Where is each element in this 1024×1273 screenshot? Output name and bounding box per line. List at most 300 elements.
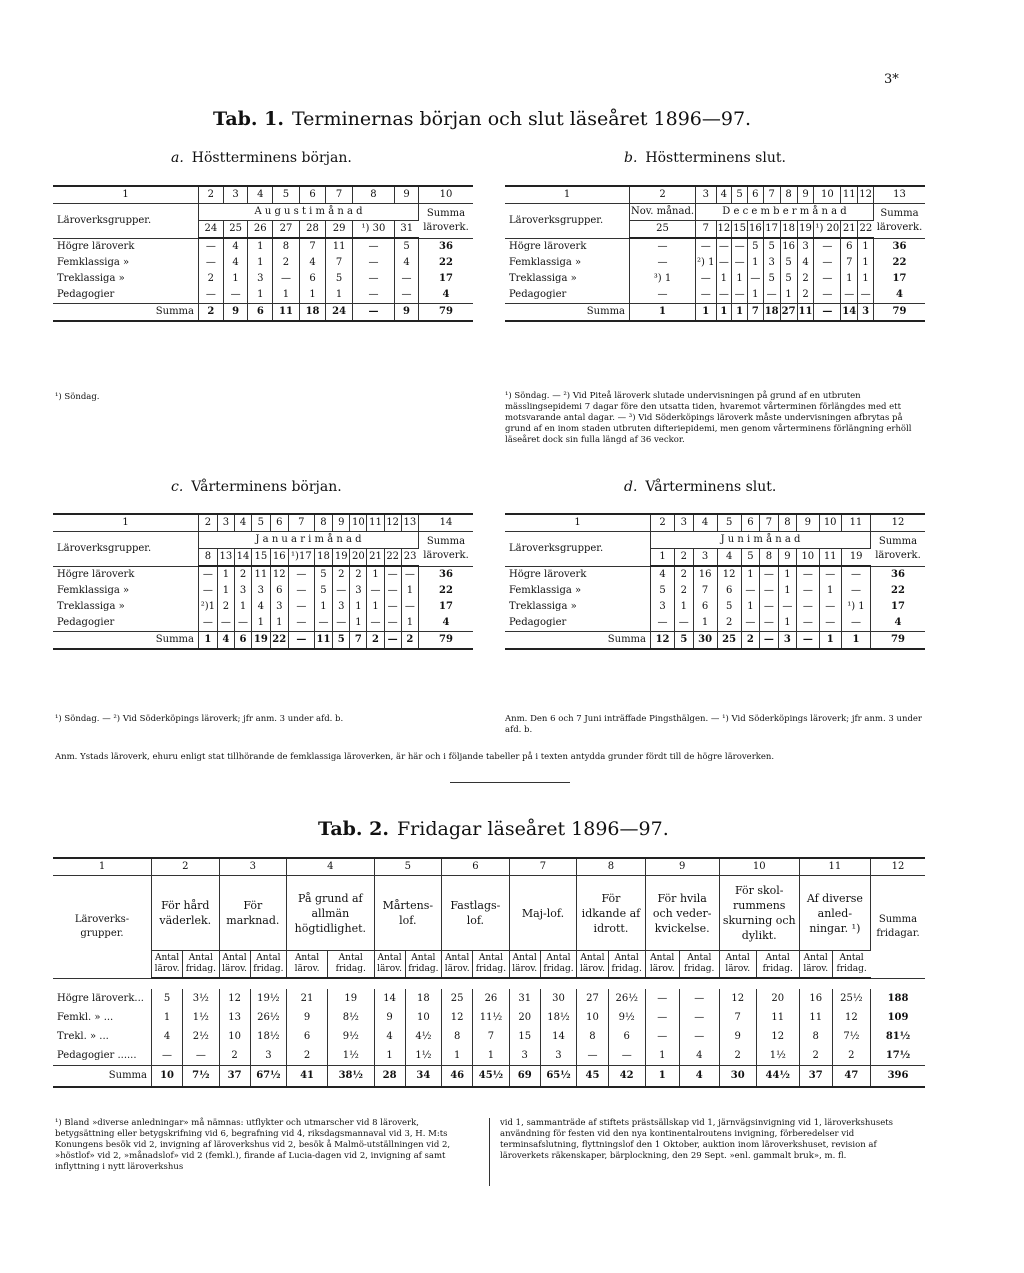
subheader-days: Antal fridag. [183,951,219,979]
row-sum: 4 [894,617,902,628]
subheader-days: Antal fridag. [832,951,870,979]
day-header: ¹) 30 [352,221,394,239]
total-cell: 41 [287,1066,328,1088]
total-cell: 7 [350,632,367,650]
column-number: 11 [799,858,870,876]
table-cell: — [778,599,796,615]
table-cell: 7 [841,255,858,271]
group-header: Läroverksgrupper. [505,204,630,239]
table-cell: 1 [716,271,732,287]
table-cell: 9½ [327,1027,374,1046]
table-cell: 1 [367,599,384,615]
total-cell: — [288,632,314,650]
table-cell: 1 [473,1046,509,1066]
total-cell: 18 [763,304,780,322]
row-label: Treklassiga » [53,599,199,615]
total-cell: 69 [509,1066,540,1088]
total-row [53,304,473,322]
table-cell: 1 [778,615,796,632]
row-label: Pedagogier [505,615,651,632]
row-label: Femkl. » ... [53,1008,152,1027]
day-header: 17 [763,221,780,239]
day-header: 7 [696,221,716,239]
table-cell: 25 [442,989,473,1008]
table-cell: — [395,271,419,287]
column-number: 8 [314,514,332,532]
table-cell: 1 [841,271,858,287]
table-cell: 4 [152,1027,183,1046]
total-cell: 10 [152,1066,183,1088]
group-header: Läroverksgrupper. [53,204,199,239]
category-header: För hvila och veder-kvickelse. [645,876,719,951]
day-header: 15 [732,221,748,239]
table-row [53,1027,925,1046]
total-cell: 27 [780,304,797,322]
total-cell: 11 [797,304,814,322]
day-header: 21 [367,549,384,567]
header-row [53,532,473,549]
row-sum: 22 [439,257,453,268]
table-cell: 4 [374,1027,405,1046]
column-number: 1 [53,858,152,876]
column-number: 6 [270,514,288,532]
subheader-days: Antal fridag. [250,951,286,979]
column-number: 12 [871,514,926,532]
section-c-title: c. Vårterminens början. [171,479,342,495]
column-number: 2 [152,858,220,876]
subheader-count: Antal lärov. [287,951,328,979]
table-cell: 1 [732,271,748,287]
row-sum: 109 [887,1011,909,1023]
table-cell: 30 [540,989,576,1008]
table-cell: — [333,583,350,599]
table-cell: 7 [693,583,717,599]
table-cell: — [199,255,224,271]
table-cell: — [183,1046,219,1066]
table-cell: — [288,615,314,632]
row-label: Femklassiga » [505,583,651,599]
row-label: Treklassiga » [505,599,651,615]
table-cell: — [288,583,314,599]
table-cell: 8½ [327,1008,374,1027]
day-header: 8 [199,549,218,567]
column-number: 2 [199,186,224,204]
row-label: Pedagogier [53,287,199,304]
table-cell: 11 [799,1008,832,1027]
table-cell: 5 [314,566,332,583]
footnote-b: ¹) Söndag. — ²) Vid Piteå läroverk slutade undervisningen på grund af en utbruten mässlingsepidemi 7 dagar före den utsatta tiden, hvaremot vårterminen förlängdes med ett motsvarande antal dagar. — ³) Vid Söderköpings läroverk måste undervisningen afbrytas på grund af en inom staden utbruten difteriepidemi, men genom vårterminens förlängning erhöll läseåret dock sin fulla längd af 36 veckor. [505,391,912,445]
table-cell: — [630,255,696,271]
table-cell: 5 [747,238,763,255]
table-cell: 19½ [250,989,286,1008]
table-cell: 10 [219,1027,250,1046]
table-cell: 4 [252,599,270,615]
column-number: 4 [248,186,273,204]
table-cell: 31 [509,989,540,1008]
column-number: 10 [819,514,841,532]
table-row [53,1008,925,1027]
total-cell: 37 [799,1066,832,1088]
table-cell: 12 [219,989,250,1008]
table-cell: 18½ [250,1027,286,1046]
table-cell: 20 [756,989,799,1008]
table-cell: 3½ [183,989,219,1008]
table-cell: — [841,566,870,583]
total-cell: 44½ [756,1066,799,1088]
table-cell: 3 [651,599,675,615]
row-label: Femklassiga » [53,583,199,599]
table-cell: 2 [217,599,234,615]
table-cell: — [760,583,778,599]
column-number: 12 [384,514,401,532]
table-cell: — [679,1027,719,1046]
table-cell: 1 [248,238,273,255]
total-row [505,304,925,322]
total-cell: — [814,304,841,322]
total-cell: 3 [858,304,874,322]
table-cell: — [841,615,870,632]
table-cell: 5 [763,238,780,255]
table-cell: 2 [234,566,251,583]
table-cell: — [797,615,819,632]
table-cell: — [199,583,218,599]
table-cell: 2 [675,583,693,599]
day-header: 25 [630,221,696,239]
column-number: 1 [53,514,199,532]
table-cell: — [841,583,870,599]
sum-header: Summa läroverk. [419,204,474,239]
subheader-count: Antal lärov. [374,951,405,979]
column-number: 10 [719,858,799,876]
total-cell: — [352,304,394,322]
column-number: 10 [419,186,474,204]
table-cell: 5 [314,583,332,599]
subheader-days: Antal fridag. [473,951,509,979]
column-number: 2 [199,514,218,532]
table-cell: — [814,238,841,255]
table-row [53,238,473,255]
column-number: 5 [252,514,270,532]
month-header: D e c e m b e r m å n a d [696,204,874,221]
footnote-tab2-left: ¹) Bland »diverse anledningar» må nämnas: utflykter och utmarscher vid 8 läroverk, betygsättning eller betygskrifning vid 6, begrafning vid 4, riksdagsmannaval vid 3, H. M:ts Konungens besök vid 2, invigning af läroverkshus vid 2, besök å Malmö-utställningen vid 2, »höstlof» vid 2, »månadslof» vid 2 (femkl.), firande af Lucia-dagen vid 2, invigning af samt inflyttning i nytt läroverkshus [55,1118,451,1172]
column-number: 3 [219,858,287,876]
table-cell: 26 [473,989,509,1008]
row-sum: 36 [439,568,453,580]
table-cell: 2 [717,615,741,632]
table-cell: — [288,566,314,583]
day-header: 22 [384,549,401,567]
table-cell: — [675,615,693,632]
table-cell: — [630,238,696,255]
column-number: 14 [419,514,474,532]
total-cell: 1 [696,304,716,322]
table-row [505,615,925,632]
footnote-c: ¹) Söndag. — ²) Vid Söderköpings läroverk; jfr anm. 3 under afd. b. [55,714,344,724]
table-cell: — [199,566,218,583]
total-cell: 1 [199,632,218,650]
subheader-count: Antal lärov. [719,951,756,979]
table-cell: — [732,238,748,255]
table-cell: 1 [270,615,288,632]
table-cell: 12 [442,1008,473,1027]
table-cell: 18½ [540,1008,576,1027]
table-cell: — [763,287,780,304]
table-cell: ²)1 [199,599,218,615]
subheader-count: Antal lärov. [442,951,473,979]
total-cell: — [384,632,401,650]
table-cell: — [645,989,679,1008]
column-number: 4 [716,186,732,204]
column-number-row [53,858,925,876]
group-header: Läroverks-grupper. [53,876,152,979]
row-sum: 188 [887,992,909,1004]
subheader-days: Antal fridag. [540,951,576,979]
column-number: 10 [350,514,367,532]
spacer-cell [53,978,925,989]
table-cell: 3 [763,255,780,271]
total-cell: 45½ [473,1066,509,1088]
column-number-row [505,514,925,532]
group-header: Läroverksgrupper. [505,532,651,567]
table-2 [53,857,925,1088]
table-cell: — [645,1027,679,1046]
row-sum: 36 [892,240,907,252]
table-cell: 4 [223,238,248,255]
table-cell: 8 [273,238,300,255]
table-cell: 7½ [832,1027,870,1046]
table-cell: 11 [252,566,270,583]
grand-total: 79 [419,304,474,322]
column-number: 2 [651,514,675,532]
table-cell: — [760,566,778,583]
table-cell: 5 [763,271,780,287]
category-header: På grund af allmän högtidlighet. [287,876,374,951]
divider [450,782,570,783]
day-header: 14 [234,549,251,567]
grand-total: 79 [419,632,474,650]
subheader-days: Antal fridag. [679,951,719,979]
total-cell: 1 [630,304,696,322]
table-cell: 6 [299,271,326,287]
table-cell: 2½ [183,1027,219,1046]
table-cell: 7 [719,1008,756,1027]
table-a [53,185,473,322]
table-cell: 1 [778,583,796,599]
column-number: 3 [696,186,716,204]
table-cell: — [858,287,874,304]
column-number: 6 [299,186,326,204]
column-number: 9 [797,186,814,204]
table-cell: — [819,615,841,632]
total-cell: 24 [326,304,353,322]
nov-header: Nov. månad. [630,204,696,221]
table-cell: — [797,599,819,615]
page-number: 3* [884,72,899,87]
table-row [53,287,473,304]
table-b [505,185,925,322]
row-label: Högre läroverk [53,566,199,583]
row-label: Pedagogier ...... [53,1046,152,1066]
category-header: Fastlags-lof. [442,876,510,951]
day-header: 10 [797,549,819,567]
day-header: 18 [780,221,797,239]
table-cell: 1 [350,615,367,632]
subheader-count: Antal lärov. [219,951,250,979]
table-cell: 1 [778,566,796,583]
column-number: 9 [395,186,419,204]
row-sum: 22 [892,257,907,268]
header-row [53,876,925,951]
table-cell: — [577,1046,608,1066]
table-cell: — [223,287,248,304]
table-cell: — [199,615,218,632]
day-header: 22 [858,221,874,239]
table-cell: 2 [675,566,693,583]
table-cell: 5 [152,989,183,1008]
total-cell: 9 [395,304,419,322]
table-cell: — [395,287,419,304]
column-number: 6 [442,858,510,876]
table-cell: 26½ [608,989,645,1008]
total-row [53,1066,925,1088]
total-cell: 28 [374,1066,405,1088]
footnote-a: ¹) Söndag. [55,392,100,402]
table-cell: 1½ [405,1046,441,1066]
table-cell: — [651,615,675,632]
month-header: J a n u a r i m å n a d [199,532,419,549]
total-cell: 22 [270,632,288,650]
table-cell: 3 [248,271,273,287]
total-cell: 1 [732,304,748,322]
total-cell: 7½ [183,1066,219,1088]
tab1-label: Tab. 1. [213,108,284,130]
category-header: Af diverse anled-ningar. ¹) [799,876,870,951]
day-header: ¹) 20 [814,221,841,239]
day-header: 9 [778,549,796,567]
table-cell: 7 [326,255,353,271]
header-row [505,532,925,549]
table-row [53,271,473,287]
table-cell: 1 [252,615,270,632]
table-cell: — [352,287,394,304]
table-cell: 2 [287,1046,328,1066]
column-number: 11 [841,514,870,532]
total-cell: 42 [608,1066,645,1088]
day-header: ¹)17 [288,549,314,567]
table-cell: — [819,566,841,583]
day-header: 28 [299,221,326,239]
table-cell: 6 [693,599,717,615]
column-number: 9 [333,514,350,532]
table-cell: 3 [333,599,350,615]
column-number: 6 [747,186,763,204]
row-label: Pedagogier [53,615,199,632]
day-header: 4 [717,549,741,567]
column-number: 10 [814,186,841,204]
column-number: 7 [288,514,314,532]
table-cell: 21 [287,989,328,1008]
column-number: 13 [401,514,418,532]
subheader-days: Antal fridag. [608,951,645,979]
total-cell: 9 [223,304,248,322]
table-cell: 1 [374,1046,405,1066]
row-sum: 17 [439,273,453,284]
day-header: 24 [199,221,224,239]
category-header: Maj-lof. [509,876,577,951]
table-cell: — [333,615,350,632]
table-cell: 1 [693,615,717,632]
table-cell: 1 [152,1008,183,1027]
table-cell: 4 [679,1046,719,1066]
table-cell: ²) 1 [696,255,716,271]
total-cell: 38½ [327,1066,374,1088]
spacer-row [53,978,925,989]
day-header: 21 [841,221,858,239]
column-number: 4 [287,858,374,876]
row-sum: 36 [439,240,453,252]
row-sum: 17½ [885,1049,911,1061]
total-cell: 47 [832,1066,870,1088]
day-header: 19 [797,221,814,239]
day-header: 20 [350,549,367,567]
table-cell: — [288,599,314,615]
column-number: 8 [778,514,796,532]
table-cell: 2 [350,566,367,583]
table-cell: 1½ [183,1008,219,1027]
table-cell: — [608,1046,645,1066]
table-cell: — [384,566,401,583]
table-cell: 25½ [832,989,870,1008]
row-label: Högre läroverk [53,238,199,255]
row-sum: 17 [439,601,453,612]
grand-total: 396 [871,1066,926,1088]
table-cell: 4 [651,566,675,583]
table-cell: 1 [217,566,234,583]
day-header: 29 [326,221,353,239]
category-header: För hård väderlek. [152,876,220,951]
day-header: 23 [401,549,418,567]
total-cell: 11 [314,632,332,650]
row-label: Treklassiga » [505,271,630,287]
table-cell: — [352,255,394,271]
table-cell: 4½ [405,1027,441,1046]
table-cell: 1 [747,255,763,271]
category-header: För idkande af idrott. [577,876,645,951]
footnote-separator [489,1118,490,1186]
table-cell: 2 [199,271,224,287]
total-cell: 25 [717,632,741,650]
total-row [53,632,473,650]
total-cell: 46 [442,1066,473,1088]
row-sum: 4 [895,289,903,300]
table-cell: 1 [314,599,332,615]
column-number-row [505,186,925,204]
table-cell: 9 [287,1008,328,1027]
table-cell: 20 [509,1008,540,1027]
table-cell: 1 [645,1046,679,1066]
tab1-title: Terminernas början och slut läseåret 1896—97. [291,108,752,130]
tab2-title: Fridagar läseåret 1896—97. [396,818,669,840]
table-cell: 9½ [608,1008,645,1027]
table-cell: — [645,1008,679,1027]
table-row [53,599,473,615]
table-cell: 9 [719,1027,756,1046]
table-cell: — [199,238,224,255]
row-label: Treklassiga » [53,271,199,287]
table-cell: 1 [741,599,759,615]
table-cell: 12 [832,1008,870,1027]
column-number: 7 [763,186,780,204]
